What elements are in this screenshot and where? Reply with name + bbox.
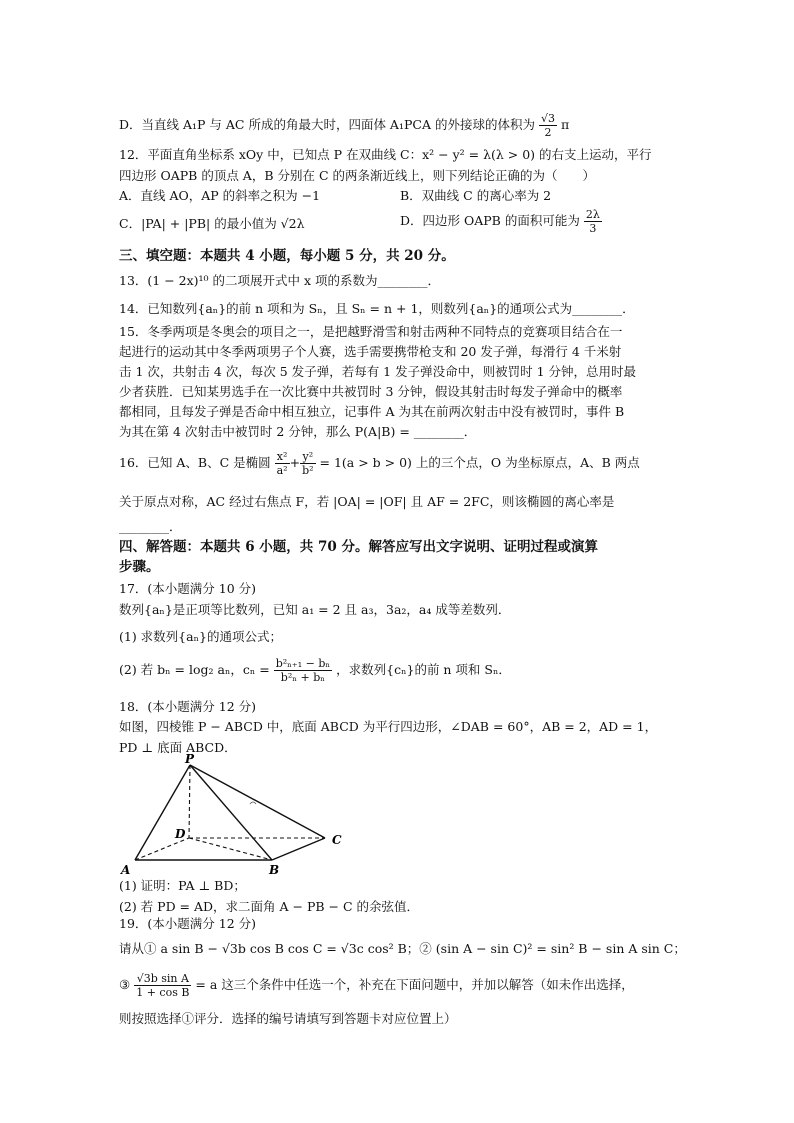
q15-line-4: 少者获胜．已知某男选手在一次比赛中共被罚时 3 分钟，假设其射击时每发子弹命中的概率	[119, 384, 623, 399]
q15-line-5: 都相同，且每发子弹是否命中相互独立，记事件 A 为其在前两次射击中没有被罚时，事件 B	[119, 404, 625, 419]
fraction: $\frac{2\lambda}{3}$	[585, 208, 600, 235]
fraction: $\frac{√3}{2}$	[540, 112, 555, 139]
label-P: P	[185, 754, 195, 766]
fraction: $\frac{\text{b²ₙ₊₁ − bₙ}}{\text{b²ₙ + bₙ}}$	[275, 657, 331, 684]
label-C: C	[332, 833, 342, 847]
q12-line-1: 12．平面直角坐标系 xOy 中，已知点 P 在双曲线 C：x² − y² = λ(λ > 0) 的右支上运动，平行	[119, 147, 652, 162]
q18-line-2: PD ⊥ 底面 ABCD．	[119, 740, 237, 755]
q18-line-1: 如图，四棱锥 P − ABCD 中，底面 ABCD 为平行四边形，∠DAB = 60°，AB = 2，AD = 1，	[119, 719, 658, 734]
q15-line-2: 起进行的运动其中冬季两项男子个人赛，选手需要携带枪支和 20 发子弹，每滑行 4 千米射	[119, 344, 622, 359]
edge-PA	[135, 765, 190, 860]
q19-line-3: 则按照选择①评分．选择的编号请填写到答题卡对应位置上）	[119, 1011, 457, 1026]
q14: 14．已知数列{aₙ}的前 n 项和为 Sₙ，且 Sₙ = n + 1，则数列{aₙ}的通项公式为________．	[119, 301, 635, 316]
q18-head: 18．(本小题满分 12 分)	[119, 699, 257, 714]
q16-line-3: ________．	[119, 519, 182, 534]
q18-part-2: (2) 若 PD = AD，求二面角 A − PB − C 的余弦值．	[119, 899, 420, 914]
q13: 13．(1 − 2x)¹⁰ 的二项展开式中 x 项的系数为________．	[119, 273, 441, 288]
q15-line-1: 15．冬季两项是冬奥会的项目之一，是把越野滑雪和射击两种不同特点的竞赛项目结合在一	[119, 324, 623, 339]
label-A: A	[121, 863, 131, 876]
q17-part-2: (2) 若 bₙ = log₂ aₙ，cₙ = $\frac{\text{b²ₙ₊₁ − bₙ}}{\text{b²ₙ + bₙ}}$ ，求数列{cₙ}的前 n 项和 Sₙ．	[119, 657, 511, 684]
edge-PC	[190, 765, 325, 838]
q17-part-1: (1) 求数列{aₙ}的通项公式；	[119, 629, 282, 644]
q18-part-1: (1) 证明：PA ⊥ BD；	[119, 878, 246, 893]
edge-DB	[189, 838, 272, 860]
mark	[250, 802, 256, 804]
q16-line-2: 关于原点对称，AC 经过右焦点 F，若 |OA| = |OF| 且 AF = 2FC，则该椭圆的离心率是	[119, 494, 615, 509]
label-D: D	[175, 827, 186, 841]
section-4-heading-1: 四、解答题：本题共 6 小题，共 70 分。解答应写出文字说明、证明过程或演算	[119, 539, 598, 555]
q15-line-3: 击 1 次，共射击 4 次，每次 5 发子弹，若每有 1 发子弹没命中，则被罚时 1 分钟，总用时最	[119, 364, 636, 379]
q12-option-c: C．|PA| + |PB| 的最小值为 √2λ	[119, 216, 305, 231]
edge-BC	[272, 838, 325, 860]
edge-PB	[190, 765, 272, 860]
q12-line-2: 四边形 OAPB 的顶点 A，B 分别在 C 的两条渐近线上，则下列结论正确的为（ ）	[119, 168, 595, 183]
edge-PD	[189, 765, 190, 838]
label-B: B	[269, 863, 280, 876]
q12-option-d: D．四边形 OAPB 的面积可能为 $\frac{2\lambda}{3}$	[400, 208, 600, 235]
pyramid-figure	[115, 754, 355, 876]
q17-head: 17．(本小题满分 10 分)	[119, 581, 257, 596]
q12-option-a: A．直线 AO，AP 的斜率之积为 −1	[119, 188, 321, 203]
q17-line-1: 数列{aₙ}是正项等比数列，已知 a₁ = 2 且 a₃，3a₂，a₄ 成等差数列．	[119, 602, 511, 617]
section-3-heading: 三、填空题：本题共 4 小题，每小题 5 分，共 20 分。	[119, 248, 455, 264]
q19-line-2: ③ $\frac{\text{√3b sin A}}{\text{1 + cos B}}$ = a 这三个条件中任选一个，补充在下面问题中，并加以解答（如未作出选择，	[119, 972, 634, 999]
q19-line-1: 请从① a sin B − √3b cos B cos C = √3c cos² B；② (sin A − sin C)² = sin² B − sin A sin C；	[119, 941, 686, 956]
q12-option-b: B．双曲线 C 的离心率为 2	[400, 188, 552, 203]
option-d-line: D．当直线 A₁P 与 AC 所成的角最大时，四面体 A₁PCA 的外接球的体积为 $\frac{√3}{2}$ π	[119, 112, 570, 139]
q15-line-6: 为其在第 4 次射击中被罚时 2 分钟，那么 P(A|B) = ________．	[119, 424, 477, 439]
q16-line-1: 16．已知 A、B、C 是椭圆 $\frac{\text{x²}}{\text{a²}}$ + $\frac{\text{y²}}{\text{b²}}$ = 1(a > b > 0) 上的三个点，O 为坐标原点，A、B 两点	[119, 450, 640, 477]
q19-head: 19．(本小题满分 12 分)	[119, 916, 257, 931]
edge-AD	[135, 838, 189, 860]
fraction: $\frac{\text{y²}}{\text{b²}}$	[302, 450, 314, 477]
fraction: $\frac{\text{x²}}{\text{a²}}$	[276, 450, 288, 477]
section-4-heading-2: 步骤。	[119, 559, 160, 575]
fraction: $\frac{\text{√3b sin A}}{\text{1 + cos B}}$	[136, 972, 190, 999]
